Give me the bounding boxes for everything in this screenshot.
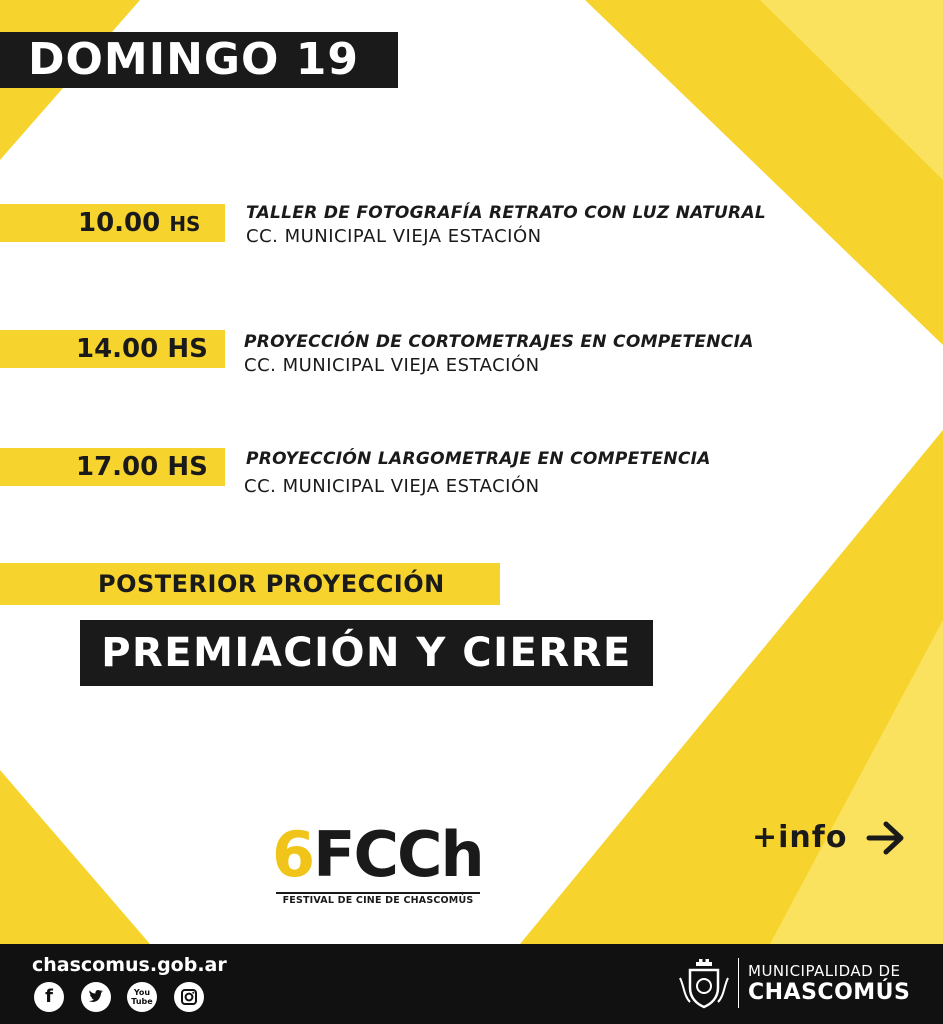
event-time-value: 14.00 bbox=[76, 334, 159, 364]
instagram-icon[interactable] bbox=[174, 982, 204, 1012]
youtube-icon[interactable]: You Tube bbox=[127, 982, 157, 1012]
festival-logo-subtitle: FESTIVAL DE CINE DE CHASCOMÚS bbox=[276, 892, 480, 908]
info-link[interactable]: +info bbox=[752, 820, 848, 855]
posterior-label: POSTERIOR PROYECCIÓN bbox=[98, 570, 445, 598]
festival-logo-number: 6 bbox=[272, 818, 314, 891]
municipality-crest-icon bbox=[676, 956, 732, 1012]
event-time-value: 17.00 bbox=[76, 452, 159, 482]
event-place: CC. MUNICIPAL VIEJA ESTACIÓN bbox=[246, 226, 542, 247]
event-time-value: 10.00 bbox=[78, 208, 161, 238]
municipality-name: CHASCOMÚS bbox=[748, 980, 911, 1005]
event-time-unit: HS bbox=[167, 452, 208, 482]
event-time bbox=[76, 329, 208, 369]
event-time-unit: HS bbox=[169, 212, 201, 236]
day-heading: DOMINGO 19 bbox=[0, 32, 398, 88]
event-time bbox=[78, 203, 200, 244]
event-place: CC. MUNICIPAL VIEJA ESTACIÓN bbox=[244, 476, 540, 497]
event-title: PROYECCIÓN DE CORTOMETRAJES EN COMPETENCIA bbox=[244, 332, 754, 352]
municipality-label: MUNICIPALIDAD DE bbox=[748, 962, 901, 980]
facebook-icon[interactable]: f bbox=[34, 982, 64, 1012]
festival-logo bbox=[272, 818, 484, 912]
twitter-icon[interactable] bbox=[81, 982, 111, 1012]
event-time-unit: HS bbox=[167, 334, 208, 364]
closing-heading: PREMIACIÓN Y CIERRE bbox=[80, 620, 653, 686]
website-link[interactable]: chascomus.gob.ar bbox=[32, 954, 227, 976]
event-title: TALLER DE FOTOGRAFÍA RETRATO CON LUZ NATURAL bbox=[246, 203, 767, 223]
footer-divider bbox=[738, 958, 739, 1008]
festival-logo-letters: FCCh bbox=[313, 818, 483, 891]
event-title: PROYECCIÓN LARGOMETRAJE EN COMPETENCIA bbox=[246, 449, 711, 469]
event-time bbox=[76, 447, 208, 487]
event-place: CC. MUNICIPAL VIEJA ESTACIÓN bbox=[244, 355, 540, 376]
festival-logo-mark bbox=[272, 818, 483, 891]
arrow-right-icon[interactable] bbox=[866, 820, 906, 856]
